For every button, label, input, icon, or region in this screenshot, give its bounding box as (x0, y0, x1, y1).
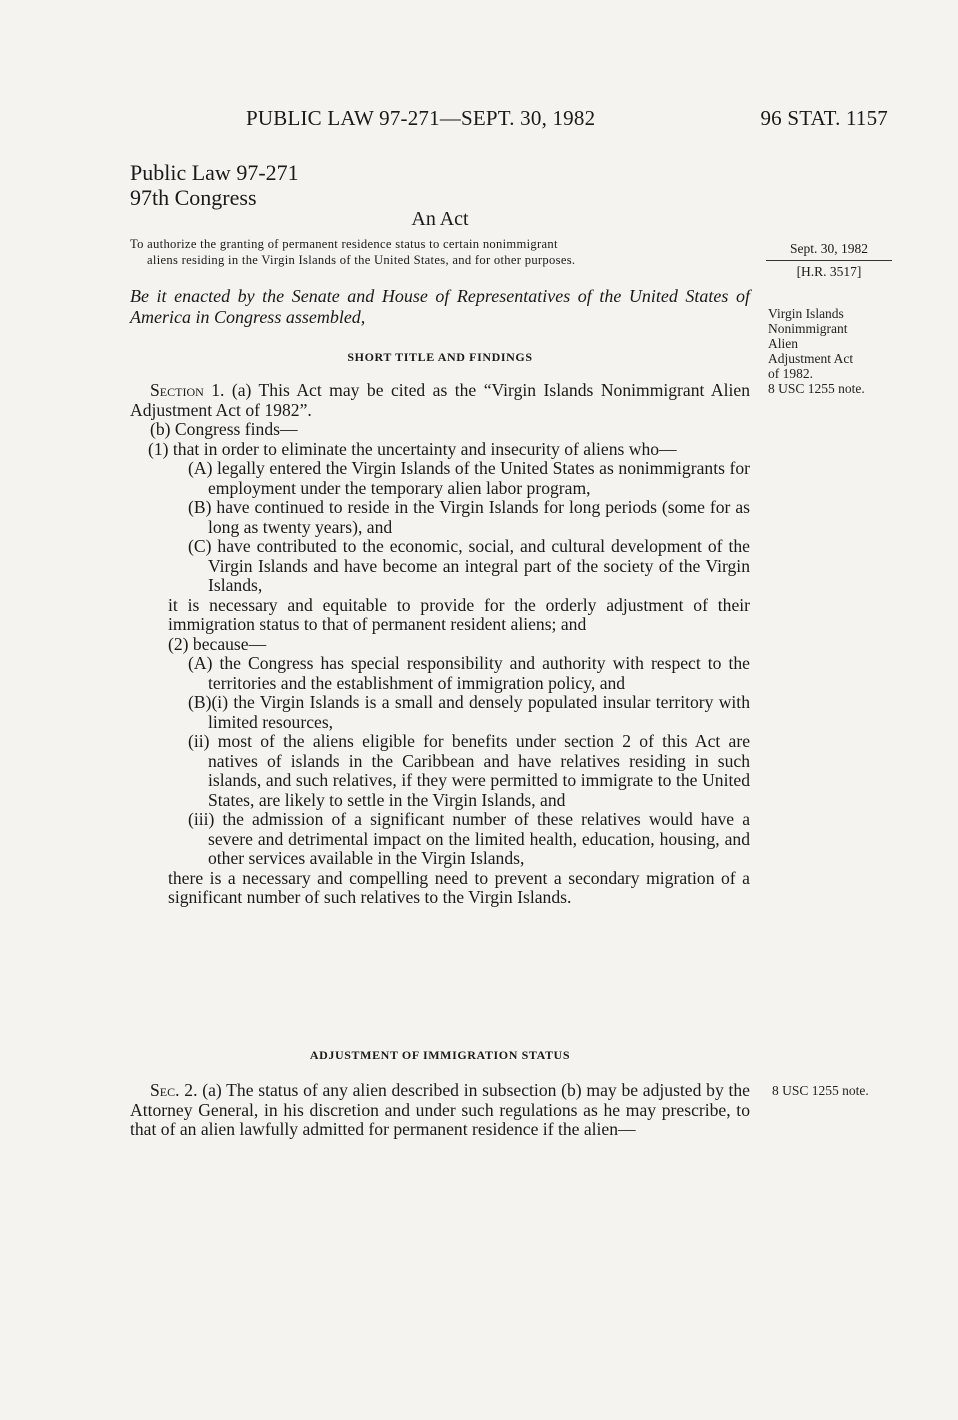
margin-usc-note: 8 USC 1255 note. (768, 381, 865, 396)
finding-2-b-i: (B)(i) the Virgin Islands is a small and densely populated insular territory with limited resources, (188, 692, 750, 732)
finding-2-a: (A) the Congress has special responsibility and authority with respect to the territories and the establishment of immigration policy, and (188, 653, 750, 693)
margin-date: Sept. 30, 1982 (789, 241, 868, 256)
margin-short-title-note (768, 306, 865, 396)
finding-2-close: there is a necessary and compelling need to prevent a secondary migration of a significant number of such relatives to the Virgin Islands. (168, 867, 750, 907)
margin-note-line: Adjustment Act (768, 351, 854, 366)
margin-note-line: Nonimmigrant (768, 321, 848, 336)
finding-1-c: (C) have contributed to the economic, social, and cultural development of the Virgin Islands and have become an integral part of the society of the Virgin Islands, (188, 536, 750, 595)
act-purpose (130, 236, 752, 268)
section-1-subsection-a (130, 381, 750, 420)
act-title: An Act (411, 208, 469, 230)
margin-date-block (764, 238, 894, 283)
congress-number: 97th Congress (130, 185, 257, 210)
finding-2-b-ii: (ii) most of the aliens eligible for benefits under section 2 of this Act are natives of islands in the Caribbean and have relatives residing in such islands, and such relatives, if they were permitted to immigrate to the United States, are likely to settle in the Virgin Islands, and (188, 731, 750, 810)
finding-2-intro: (2) because— (168, 633, 267, 654)
section-2-heading: ADJUSTMENT OF IMMIGRATION STATUS (309, 1048, 571, 1062)
public-law-number: Public Law 97-271 (130, 160, 299, 185)
law-identifier (130, 160, 299, 210)
purpose-line-1: To authorize the granting of permanent residence status to certain nonimmigrant (130, 237, 558, 251)
section-label: Sec. (150, 1080, 180, 1100)
section-1-a-text: 1. (a) This Act may be cited as the “Virgin Islands Nonimmigrant Alien Adjustment Act of 1982”. (130, 380, 750, 420)
enacting-clause: Be it enacted by the Senate and House of Representatives of the United States of America in Congress assembled, (130, 286, 750, 327)
section-2-body (130, 1081, 750, 1140)
section-2-a-text: 2. (a) The status of any alien described in subsection (b) may be adjusted by the Attorney General, in his discretion and under such regulations as he may prescribe, to that of an alien lawfully admitted for permanent residence if the alien— (130, 1080, 750, 1139)
margin-note-line: Alien (768, 336, 798, 351)
section-1-heading: SHORT TITLE AND FINDINGS (347, 350, 533, 364)
running-header-title: PUBLIC LAW 97-271—SEPT. 30, 1982 (246, 106, 596, 130)
finding-2-b-iii: (iii) the admission of a significant number of these relatives would have a severe and detrimental impact on the limited health, education, housing, and other services available in the Virgin Islands, (188, 809, 750, 868)
section-1-subsection-b-intro: (b) Congress finds— (150, 419, 298, 439)
margin-note-line: Virgin Islands (768, 306, 844, 321)
margin-note-line: of 1982. (768, 366, 813, 381)
running-header-statute-page: 96 STAT. 1157 (760, 106, 888, 130)
finding-1-b: (B) have continued to reside in the Virgin Islands for long periods (some for as long as twenty years), and (188, 497, 750, 537)
section-1-body (130, 381, 750, 908)
margin-usc-note-2: 8 USC 1255 note. (772, 1083, 869, 1098)
section-2-subsection-a (130, 1081, 750, 1140)
section-label: Section (150, 380, 204, 400)
finding-1-a: (A) legally entered the Virgin Islands of the United States as nonimmigrants for employment under the temporary alien labor program, (188, 458, 750, 498)
finding-1-close: it is necessary and equitable to provide for the orderly adjustment of their immigration status to that of permanent resident aliens; and (168, 594, 750, 634)
margin-bill-number: [H.R. 3517] (796, 264, 862, 279)
purpose-line-2: aliens residing in the Virgin Islands of the United States, and for other purposes. (147, 253, 576, 267)
finding-1-intro: (1) that in order to eliminate the uncertainty and insecurity of aliens who— (148, 438, 677, 459)
